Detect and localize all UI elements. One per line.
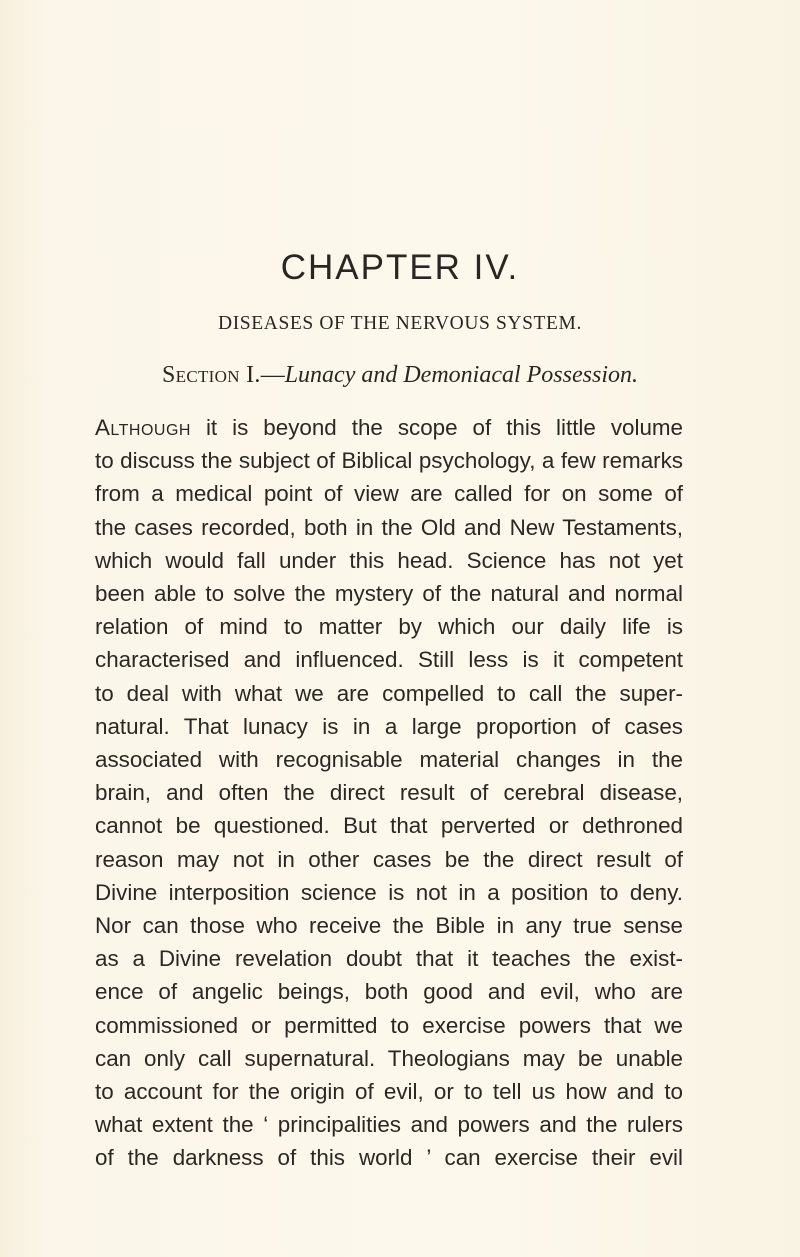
body-paragraph [95, 411, 683, 1175]
body-line: from a medical point of view are called for on some of [95, 481, 683, 507]
body-line: ence of angelic beings, both good and evil, who are [95, 979, 683, 1005]
body-line: of the darkness of this world ’ can exercise their evil [95, 1145, 683, 1171]
body-line: associated with recognisable material changes in the [95, 747, 683, 773]
body-line: been able to solve the mystery of the natural and normal [95, 581, 683, 607]
chapter-subtitle: DISEASES OF THE NERVOUS SYSTEM. [218, 313, 582, 334]
section-heading [0, 362, 800, 389]
section-dash: — [260, 362, 285, 388]
body-line: characterised and influenced. Still less is it competent [95, 647, 683, 673]
body-line: natural. That lunacy is in a large proportion of cases [95, 713, 683, 739]
body-line: to discuss the subject of Biblical psychology, a few remarks [95, 448, 683, 474]
body-line: commissioned or permitted to exercise powers that we [95, 1012, 683, 1038]
body-line: relation of mind to matter by which our daily life is [95, 614, 683, 640]
body-line-text: it is beyond the scope of this little volume [190, 415, 683, 440]
body-line: can only call supernatural. Theologians may be unable [95, 1045, 683, 1071]
lead-word: Although [95, 415, 191, 440]
body-line: to account for the origin of evil, or to tell us how and to [95, 1079, 683, 1105]
body-line: as a Divine revelation doubt that it teaches the exist- [95, 946, 683, 972]
body-line: reason may not in other cases be the direct result of [95, 846, 683, 872]
chapter-title: CHAPTER IV. [280, 248, 520, 287]
body-line: which would fall under this head. Science has not yet [95, 547, 683, 573]
body-line: the cases recorded, both in the Old and New Testaments, [95, 514, 683, 540]
body-line: what extent the ‘ principalities and powers and the rulers [95, 1112, 683, 1138]
body-line: to deal with what we are compelled to call the super- [95, 680, 683, 706]
body-line [95, 411, 683, 444]
body-line: brain, and often the direct result of cerebral disease, [95, 780, 683, 806]
section-title: Lunacy and Demoniacal Possession. [284, 362, 638, 388]
section-label: Section I. [162, 362, 261, 388]
body-line: cannot be questioned. But that perverted or dethroned [95, 813, 683, 839]
body-line: Nor can those who receive the Bible in any true sense [95, 913, 683, 939]
body-line: Divine interposition science is not in a position to deny. [95, 879, 683, 905]
